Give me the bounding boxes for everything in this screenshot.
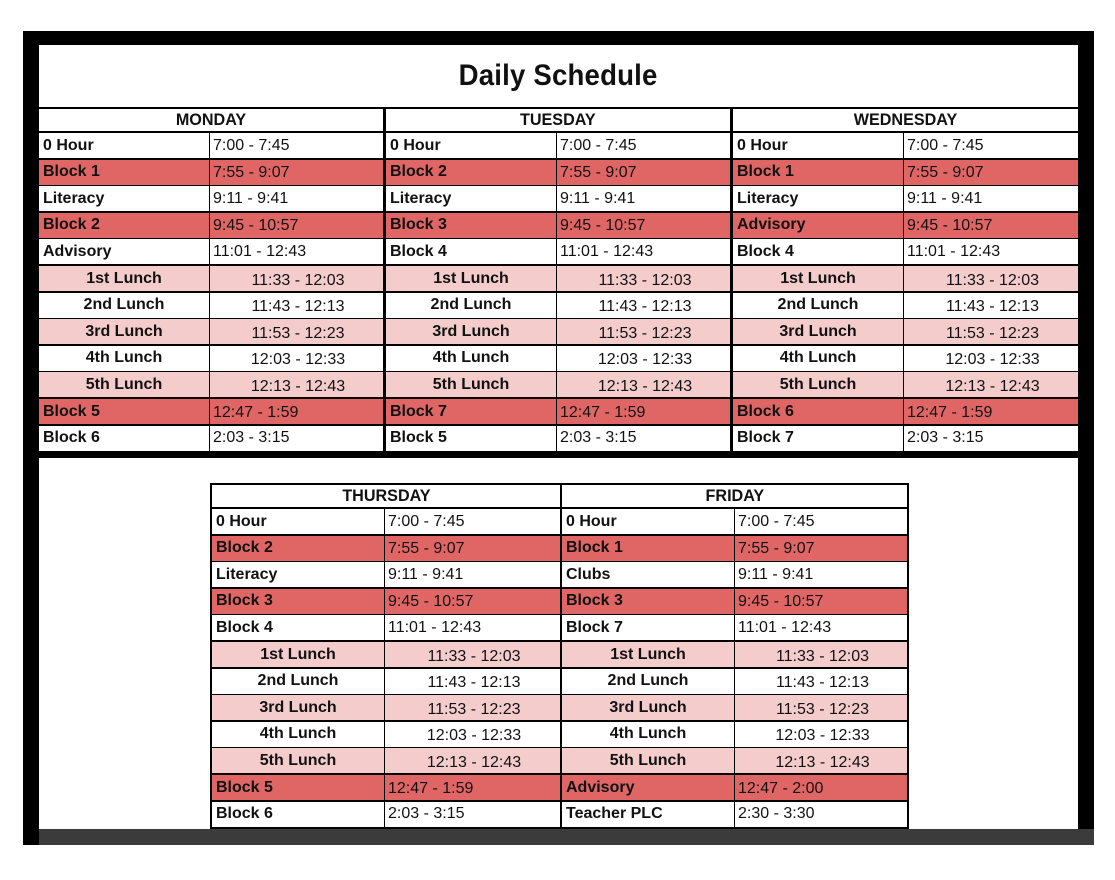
schedule-row (39, 239, 383, 264)
schedule-row (212, 615, 560, 640)
period-time: 7:55 - 9:07 (734, 536, 907, 561)
schedule-row (733, 160, 1078, 185)
schedule-row (733, 293, 1078, 318)
schedule-row (39, 186, 383, 211)
period-time: 2:03 - 3:15 (903, 426, 1078, 451)
schedule-row (562, 802, 907, 827)
day-table-thursday (210, 483, 562, 840)
period-label: 2nd Lunch (430, 296, 512, 314)
schedule-row (39, 399, 383, 424)
period-label: Block 3 (216, 592, 273, 610)
schedule-row (212, 748, 560, 773)
schedule-row (562, 695, 907, 720)
schedule-row (212, 642, 560, 667)
period-label: 2nd Lunch (607, 672, 689, 690)
schedule-row (212, 589, 560, 614)
period-time: 12:47 - 1:59 (903, 399, 1078, 424)
period-label: Block 4 (737, 242, 794, 260)
schedule-row (386, 319, 730, 344)
period-label: 5th Lunch (259, 751, 337, 769)
period-label: Block 4 (390, 242, 447, 260)
day-table-tuesday (386, 109, 730, 456)
period-label: 4th Lunch (779, 349, 857, 367)
schedule-row (212, 562, 560, 587)
period-time: 12:13 - 12:43 (384, 748, 560, 773)
schedule-row (212, 802, 560, 827)
period-label: Block 6 (43, 429, 100, 447)
period-time: 11:33 - 12:03 (384, 642, 560, 667)
period-time: 7:55 - 9:07 (903, 160, 1078, 185)
period-time: 11:43 - 12:13 (209, 293, 383, 318)
day-table-monday (39, 109, 383, 456)
period-label: 3rd Lunch (85, 322, 163, 340)
period-label: 1st Lunch (433, 269, 509, 287)
period-time: 12:13 - 12:43 (734, 748, 907, 773)
schedule-row (733, 266, 1078, 291)
schedule-row (733, 346, 1078, 371)
period-time: 9:45 - 10:57 (209, 213, 383, 238)
period-label: 1st Lunch (780, 269, 856, 287)
period-label: 1st Lunch (260, 645, 336, 663)
period-label: 3rd Lunch (779, 322, 857, 340)
period-time: 11:01 - 12:43 (384, 615, 560, 640)
schedule-row (386, 426, 730, 451)
period-time: 7:55 - 9:07 (556, 160, 730, 185)
day-header-wednesday (733, 109, 1078, 131)
schedule-row (212, 669, 560, 694)
schedule-row (733, 213, 1078, 238)
schedule-row (39, 346, 383, 371)
schedule-row (386, 293, 730, 318)
period-label: Block 4 (216, 618, 273, 636)
day-table-friday (560, 483, 909, 840)
schedule-row (39, 266, 383, 291)
period-time: 9:11 - 9:41 (384, 562, 560, 587)
period-label: Block 3 (566, 592, 623, 610)
schedule-row (39, 319, 383, 344)
period-label: 5th Lunch (85, 375, 163, 393)
period-time: 9:45 - 10:57 (556, 213, 730, 238)
schedule-row (733, 372, 1078, 397)
day-name: MONDAY (175, 110, 247, 129)
period-time: 9:45 - 10:57 (734, 589, 907, 614)
schedule-row (733, 133, 1078, 158)
period-label: Block 3 (390, 216, 447, 234)
schedule-row (386, 346, 730, 371)
schedule-row (386, 239, 730, 264)
period-time: 9:11 - 9:41 (903, 186, 1078, 211)
day-name: TUESDAY (520, 110, 596, 129)
period-time: 7:00 - 7:45 (734, 509, 907, 534)
period-label: Block 5 (43, 402, 100, 420)
schedule-row (212, 695, 560, 720)
period-time: 2:30 - 3:30 (734, 802, 907, 827)
period-label: Advisory (43, 242, 112, 260)
schedule-row (562, 748, 907, 773)
period-time: 11:43 - 12:13 (903, 293, 1078, 318)
period-label: Advisory (566, 778, 635, 796)
schedule-row (386, 399, 730, 424)
schedule-row (562, 562, 907, 587)
period-time: 12:03 - 12:33 (209, 346, 383, 371)
page-title: Daily Schedule (459, 59, 658, 92)
period-time: 12:03 - 12:33 (903, 346, 1078, 371)
period-time: 12:13 - 12:43 (556, 372, 730, 397)
schedule-row (212, 775, 560, 800)
period-time: 12:13 - 12:43 (209, 372, 383, 397)
period-label: Literacy (390, 189, 452, 207)
period-time: 11:53 - 12:23 (384, 695, 560, 720)
day-header-tuesday (386, 109, 730, 131)
schedule-row (39, 372, 383, 397)
period-time: 9:11 - 9:41 (734, 562, 907, 587)
period-label: Literacy (43, 189, 105, 207)
period-time: 9:45 - 10:57 (903, 213, 1078, 238)
period-label: Block 1 (737, 163, 794, 181)
period-label: Block 7 (566, 618, 623, 636)
period-label: 1st Lunch (86, 269, 162, 287)
period-label: 0 Hour (216, 512, 267, 530)
schedule-row (39, 293, 383, 318)
period-label: 3rd Lunch (609, 698, 687, 716)
period-label: 4th Lunch (85, 349, 163, 367)
schedule-row (562, 509, 907, 534)
period-label: 2nd Lunch (83, 296, 165, 314)
period-time: 12:47 - 1:59 (556, 399, 730, 424)
period-label: 3rd Lunch (432, 322, 510, 340)
schedule-title-box (39, 45, 1078, 107)
period-time: 12:47 - 1:59 (384, 775, 560, 800)
schedule-row (386, 266, 730, 291)
period-time: 11:33 - 12:03 (734, 642, 907, 667)
schedule-row (733, 399, 1078, 424)
period-label: Block 6 (737, 402, 794, 420)
schedule-row (386, 160, 730, 185)
period-time: 7:00 - 7:45 (384, 509, 560, 534)
period-time: 11:33 - 12:03 (556, 266, 730, 291)
period-label: 4th Lunch (259, 725, 337, 743)
period-label: 2nd Lunch (777, 296, 859, 314)
period-label: Advisory (737, 216, 806, 234)
period-label: 0 Hour (390, 136, 441, 154)
period-label: Block 1 (566, 539, 623, 557)
period-label: Block 2 (390, 163, 447, 181)
period-time: 9:11 - 9:41 (209, 186, 383, 211)
schedule-row (733, 239, 1078, 264)
schedule-row (212, 509, 560, 534)
period-label: Block 5 (390, 429, 447, 447)
day-name: THURSDAY (341, 486, 431, 505)
schedule-row (562, 775, 907, 800)
period-time: 11:53 - 12:23 (734, 695, 907, 720)
period-label: Block 2 (43, 216, 100, 234)
period-time: 11:53 - 12:23 (209, 319, 383, 344)
period-label: Block 5 (216, 778, 273, 796)
period-label: Block 6 (216, 805, 273, 823)
schedule-row (39, 213, 383, 238)
period-time: 11:33 - 12:03 (209, 266, 383, 291)
schedule-row (212, 722, 560, 747)
schedule-row (733, 426, 1078, 451)
period-time: 7:55 - 9:07 (384, 536, 560, 561)
period-label: Block 7 (390, 402, 447, 420)
schedule-row (733, 319, 1078, 344)
period-time: 7:00 - 7:45 (556, 133, 730, 158)
period-time: 9:45 - 10:57 (384, 589, 560, 614)
period-time: 7:00 - 7:45 (209, 133, 383, 158)
schedule-row (386, 186, 730, 211)
schedule-row (39, 160, 383, 185)
schedule-row (562, 722, 907, 747)
period-time: 11:53 - 12:23 (556, 319, 730, 344)
day-header-thursday (212, 485, 560, 507)
period-time: 11:43 - 12:13 (556, 293, 730, 318)
period-label: 3rd Lunch (259, 698, 337, 716)
schedule-row (733, 186, 1078, 211)
period-time: 11:01 - 12:43 (556, 239, 730, 264)
period-label: Block 1 (43, 163, 100, 181)
period-time: 2:03 - 3:15 (384, 802, 560, 827)
bottom-bar (39, 829, 1094, 845)
period-label: 4th Lunch (432, 349, 510, 367)
period-time: 2:03 - 3:15 (556, 426, 730, 451)
schedule-row (562, 589, 907, 614)
period-time: 11:43 - 12:13 (384, 669, 560, 694)
period-label: Literacy (216, 565, 278, 583)
period-time: 11:43 - 12:13 (734, 669, 907, 694)
period-label: 1st Lunch (610, 645, 686, 663)
period-time: 9:11 - 9:41 (556, 186, 730, 211)
schedule-row (562, 536, 907, 561)
schedule-row (39, 133, 383, 158)
day-name: FRIDAY (705, 486, 764, 505)
period-label: 2nd Lunch (257, 672, 339, 690)
schedule-row (562, 669, 907, 694)
period-time: 12:03 - 12:33 (556, 346, 730, 371)
schedule-frame (23, 31, 1094, 845)
period-time: 7:00 - 7:45 (903, 133, 1078, 158)
period-time: 7:55 - 9:07 (209, 160, 383, 185)
period-label: Clubs (566, 565, 611, 583)
period-time: 11:01 - 12:43 (734, 615, 907, 640)
period-label: Block 7 (737, 429, 794, 447)
period-label: Teacher PLC (566, 805, 663, 823)
period-time: 12:47 - 1:59 (209, 399, 383, 424)
period-time: 11:53 - 12:23 (903, 319, 1078, 344)
period-label: 0 Hour (43, 136, 94, 154)
period-time: 2:03 - 3:15 (209, 426, 383, 451)
period-label: 5th Lunch (609, 751, 687, 769)
period-time: 11:33 - 12:03 (903, 266, 1078, 291)
period-label: 0 Hour (566, 512, 617, 530)
schedule-row (562, 615, 907, 640)
period-time: 12:03 - 12:33 (384, 722, 560, 747)
schedule-row (39, 426, 383, 451)
period-label: 5th Lunch (779, 375, 857, 393)
day-table-wednesday (733, 109, 1078, 456)
day-name: WEDNESDAY (853, 110, 958, 129)
period-time: 12:03 - 12:33 (734, 722, 907, 747)
schedule-row (562, 642, 907, 667)
period-label: 4th Lunch (609, 725, 687, 743)
period-label: 5th Lunch (432, 375, 510, 393)
period-time: 12:13 - 12:43 (903, 372, 1078, 397)
schedule-row (386, 372, 730, 397)
period-time: 11:01 - 12:43 (903, 239, 1078, 264)
schedule-row (212, 536, 560, 561)
period-time: 12:47 - 2:00 (734, 775, 907, 800)
period-label: Block 2 (216, 539, 273, 557)
schedule-row (386, 213, 730, 238)
schedule-row (386, 133, 730, 158)
period-label: 0 Hour (737, 136, 788, 154)
period-time: 11:01 - 12:43 (209, 239, 383, 264)
day-header-monday (39, 109, 383, 131)
schedule-sheet (39, 45, 1078, 845)
period-label: Literacy (737, 189, 799, 207)
day-header-friday (562, 485, 907, 507)
